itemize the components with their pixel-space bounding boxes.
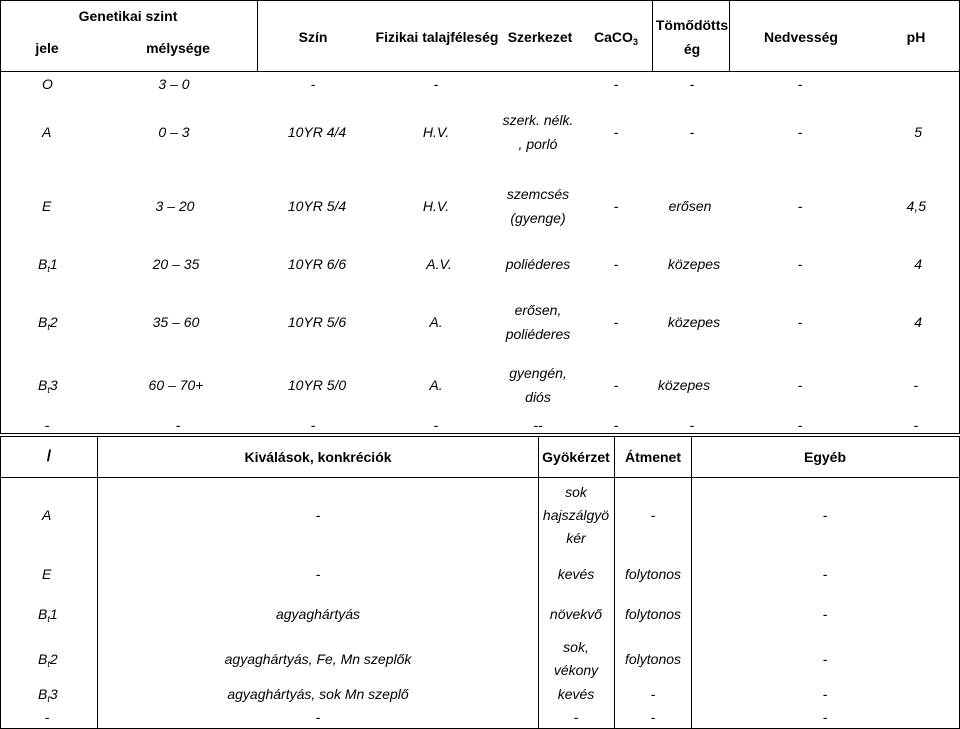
header-kivalasok: Kiválások, konkréciók <box>244 449 392 465</box>
grid-line <box>257 0 258 71</box>
cell-jele: $B_t3$ <box>38 686 58 704</box>
header-szin: Szín <box>298 29 328 45</box>
cell-nedvesseg: - <box>797 76 803 92</box>
cell-kivalasok: - <box>315 709 321 725</box>
cell-egyeb: - <box>822 606 828 622</box>
cell-nedvesseg: - <box>797 256 803 272</box>
cell-tomodottseg: - <box>689 124 695 140</box>
header-caco3: CaCO$_3$ <box>594 29 638 47</box>
cell-kivalasok: agyaghártyás, Fe, Mn szeplők <box>224 651 412 667</box>
cell-ph: 4,5 <box>906 198 926 214</box>
cell-fizikai: - <box>433 76 439 92</box>
cell-tomodottseg: - <box>689 76 695 92</box>
cell-tomodottseg: közepes <box>667 256 721 272</box>
cell-caco3: - <box>613 76 619 92</box>
header-ph: pH <box>906 29 926 45</box>
cell-ph: 4 <box>914 256 922 272</box>
cell-szin: - <box>310 76 316 92</box>
cell-melyseg: - <box>175 417 181 433</box>
cell-nedvesseg: - <box>797 417 803 433</box>
cell-melyseg: 3 – 20 <box>155 198 195 214</box>
cell-fizikai: A. <box>429 314 443 330</box>
cell-kivalasok: - <box>315 507 321 523</box>
cell-caco3: - <box>613 124 619 140</box>
cell-tomodottseg: közepes <box>657 377 711 393</box>
cell-tomodottseg: erősen <box>668 198 712 214</box>
cell-gyokerzet-line2: vékony <box>553 662 599 678</box>
cell-kivalasok: agyaghártyás <box>275 606 361 622</box>
header-gyokerzet: Gyökérzet <box>542 449 610 465</box>
cell-melyseg: 35 – 60 <box>152 314 200 330</box>
cell-szin: 10YR 5/0 <box>287 377 347 393</box>
grid-line <box>614 436 615 729</box>
cell-atmenet: folytonos <box>624 566 682 582</box>
cell-egyeb: - <box>822 566 828 582</box>
cell-fizikai: - <box>433 417 439 433</box>
cell-fizikai: H.V. <box>422 124 450 140</box>
cell-szerkezet-line2: diós <box>525 389 551 405</box>
grid-line <box>652 0 653 71</box>
cell-jele: - <box>44 417 50 433</box>
cell-melyseg: 20 – 35 <box>152 256 200 272</box>
cell-ph: 5 <box>914 124 922 140</box>
header-szerkezet: Szerkezet <box>507 29 573 45</box>
cell-szin: 10YR 4/4 <box>287 124 347 140</box>
cell-caco3: - <box>613 417 619 433</box>
header-slash: / <box>46 448 52 465</box>
cell-szerkezet-line2: , porló <box>518 136 558 152</box>
cell-jele: - <box>44 709 50 725</box>
cell-jele: A <box>42 124 52 140</box>
cell-jele: $B_t1$ <box>38 606 58 624</box>
header-nedvesseg: Nedvesség <box>764 29 838 45</box>
cell-atmenet: - <box>650 686 656 702</box>
cell-szerkezet-line1: szerk. nélk. <box>502 112 574 128</box>
grid-line <box>538 436 539 729</box>
header-melysege: mélysége <box>146 40 210 56</box>
header-atmenet: Átmenet <box>624 449 682 465</box>
cell-szerkezet-line1: gyengén, <box>509 365 567 381</box>
cell-szerkezet-line2: poliéderes <box>505 326 571 342</box>
header-genetikai-szint: Genetikai szint <box>78 8 178 24</box>
cell-jele: E <box>42 566 52 582</box>
grid-line <box>97 436 98 729</box>
cell-egyeb: - <box>822 507 828 523</box>
cell-atmenet: folytonos <box>624 651 682 667</box>
cell-fizikai: A. <box>429 377 443 393</box>
cell-gyokerzet-line2: hajszálgyö <box>542 507 610 523</box>
cell-szerkezet: -- <box>533 417 543 433</box>
cell-szerkezet: poliéderes <box>505 256 571 272</box>
cell-ph: 4 <box>914 314 922 330</box>
cell-nedvesseg: - <box>797 124 803 140</box>
cell-gyokerzet: - <box>573 709 579 725</box>
grid-line <box>691 436 692 729</box>
cell-jele: $B_t1$ <box>38 256 58 274</box>
cell-caco3: - <box>613 256 619 272</box>
header-tomodottseg-line1: Tömődötts <box>655 17 729 33</box>
cell-szerkezet-line2: (gyenge) <box>510 210 566 226</box>
cell-szin: - <box>310 417 316 433</box>
cell-gyokerzet: kevés <box>557 686 595 702</box>
cell-nedvesseg: - <box>797 314 803 330</box>
grid-line <box>0 436 1 729</box>
cell-kivalasok: agyaghártyás, sok Mn szeplő <box>227 686 409 702</box>
cell-szerkezet-line1: szemcsés <box>506 186 570 202</box>
grid-line <box>729 0 730 71</box>
grid-line <box>0 0 959 1</box>
cell-szerkezet-line1: erősen, <box>514 302 562 318</box>
cell-gyokerzet-line1: sok, <box>563 639 589 655</box>
cell-jele: $B_t3$ <box>38 377 58 395</box>
cell-melyseg: 3 – 0 <box>158 76 190 92</box>
header-jele: jele <box>35 40 59 56</box>
cell-ph: - <box>913 377 918 393</box>
cell-ph: - <box>913 417 919 433</box>
cell-caco3: - <box>613 377 619 393</box>
cell-nedvesseg: - <box>797 198 803 214</box>
cell-gyokerzet-line1: sok <box>565 484 587 500</box>
cell-egyeb: - <box>822 709 828 725</box>
grid-line <box>0 436 959 437</box>
grid-line <box>0 71 959 72</box>
cell-tomodottseg: közepes <box>667 314 721 330</box>
grid-line <box>0 433 959 434</box>
cell-egyeb: - <box>822 651 828 667</box>
cell-nedvesseg: - <box>797 377 803 393</box>
grid-line <box>0 0 1 434</box>
header-tomodottseg-line2: ég <box>683 41 701 57</box>
cell-tomodottseg: - <box>689 417 695 433</box>
cell-szin: 10YR 5/6 <box>287 314 347 330</box>
cell-melyseg: 60 – 70+ <box>148 377 204 393</box>
cell-kivalasok: - <box>315 566 321 582</box>
cell-fizikai: H.V. <box>422 198 450 214</box>
cell-jele: E <box>42 198 52 214</box>
cell-egyeb: - <box>822 686 828 702</box>
cell-gyokerzet: növekvő <box>549 606 603 622</box>
grid-line <box>0 477 959 478</box>
cell-szin: 10YR 6/6 <box>287 256 347 272</box>
cell-jele: $B_t2$ <box>38 651 58 669</box>
cell-atmenet: folytonos <box>624 606 682 622</box>
cell-szin: 10YR 5/4 <box>287 198 347 214</box>
cell-jele: A <box>42 507 52 523</box>
cell-atmenet: - <box>650 709 656 725</box>
cell-melyseg: 0 – 3 <box>158 124 190 140</box>
cell-jele: $B_t2$ <box>38 314 58 332</box>
cell-atmenet: - <box>650 507 656 523</box>
header-egyeb: Egyéb <box>803 449 847 465</box>
header-fizikai: Fizikai talajféleség <box>375 29 499 45</box>
cell-jele: O <box>42 76 53 92</box>
cell-gyokerzet-line3: kér <box>566 530 586 546</box>
cell-caco3: - <box>613 314 619 330</box>
cell-gyokerzet: kevés <box>557 566 595 582</box>
cell-caco3: - <box>613 198 619 214</box>
cell-fizikai: A.V. <box>426 256 452 272</box>
